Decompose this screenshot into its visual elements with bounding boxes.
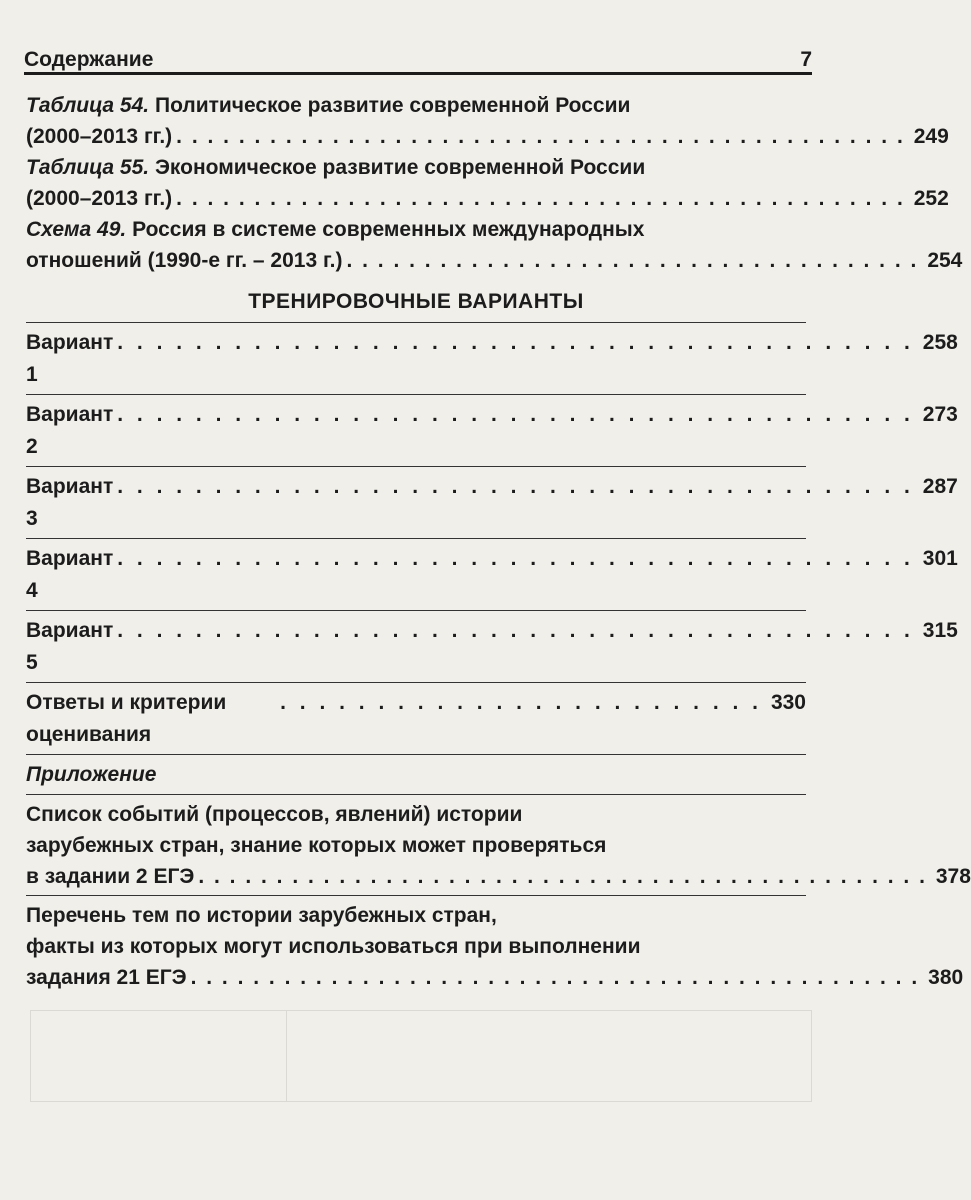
entry-title-cont: (2000–2013 гг.) <box>26 125 173 148</box>
entry-page: 252 <box>913 187 949 210</box>
toc-entry-variant-5[interactable]: Вариант 5 . . . . . . . . . . . . . . . . . . . . . . . . . . . . . . . . . . . . . . . . . 315 <box>26 615 806 679</box>
toc-entry-appendix-1[interactable]: Список событий (процессов, явлений) истории зарубежных стран, знание которых может проверяться в задании 2 ЕГЭ . . . . . . . . . . . . . . . . . . . . . . . . . . . . . . . . . . . . . . . . . . . . . . . 378 <box>26 799 806 892</box>
appendix-title: Приложение <box>26 763 157 786</box>
entry-title-cont: (2000–2013 гг.) <box>26 187 173 210</box>
divider <box>26 394 806 395</box>
toc-entry-variant-4[interactable]: Вариант 4 . . . . . . . . . . . . . . . . . . . . . . . . . . . . . . . . . . . . . . . . . 301 <box>26 543 806 607</box>
header-rule <box>24 72 812 75</box>
entry-title-cont: задания 21 ЕГЭ <box>26 966 187 989</box>
entry-title: Перечень тем по истории зарубежных стран, <box>26 904 497 927</box>
divider <box>26 538 806 539</box>
entry-page: 273 <box>922 403 958 426</box>
entry-page: 301 <box>922 547 958 570</box>
entry-label: Вариант 4 <box>26 547 114 602</box>
entry-page: 287 <box>922 475 958 498</box>
divider <box>26 322 806 323</box>
toc-entry-variant-3[interactable]: Вариант 3 . . . . . . . . . . . . . . . . . . . . . . . . . . . . . . . . . . . . . . . . . 287 <box>26 471 806 535</box>
entry-label: Ответы и критерии оценивания <box>26 691 227 746</box>
toc-entry-answers[interactable]: Ответы и критерии оценивания . . . . . . . . . . . . . . . . . . . . . . . . . 330 <box>26 687 806 751</box>
toc-entry-appendix-2[interactable]: Перечень тем по истории зарубежных стран, факты из которых могут использоваться при выполнении задания 21 ЕГЭ . . . . . . . . . . . . . . . . . . . . . . . . . . . . . . . . . . . . . . . . . . . . . . . 380 <box>26 900 806 993</box>
entry-label: Вариант 1 <box>26 331 114 386</box>
entry-page: 258 <box>922 331 958 354</box>
divider <box>26 754 806 755</box>
running-header <box>24 36 812 72</box>
toc-entry-variant-1[interactable]: Вариант 1 . . . . . . . . . . . . . . . . . . . . . . . . . . . . . . . . . . . . . . . . . 258 <box>26 327 806 391</box>
entry-page: 249 <box>913 125 949 148</box>
divider <box>26 895 806 896</box>
toc-entry-table-55[interactable]: Таблица 55. Экономическое развитие современной России (2000–2013 гг.) . . . . . . . . . . . . . . . . . . . . . . . . . . . . . . . . . . . . . . . . . . . . . . . 252 <box>26 152 806 214</box>
header-page-number: 7 <box>800 48 812 71</box>
divider <box>26 682 806 683</box>
entry-label: Таблица 54. <box>26 94 150 117</box>
entry-page: 254 <box>927 249 963 272</box>
entry-label: Таблица 55. <box>26 156 150 179</box>
entry-label: Вариант 3 <box>26 475 114 530</box>
entry-label: Вариант 5 <box>26 619 114 674</box>
entry-title: Экономическое развитие современной России <box>154 156 646 179</box>
table-of-contents <box>26 90 971 993</box>
entry-label: Вариант 2 <box>26 403 114 458</box>
entry-title: факты из которых могут использоваться при выполнении <box>26 935 641 958</box>
entry-page: 330 <box>770 691 806 714</box>
toc-entry-scheme-49[interactable]: Схема 49. Россия в системе современных международных отношений (1990-е гг. – 2013 г.) . . . . . . . . . . . . . . . . . . . . . . . . . . . . . . . . . . . . . 254 <box>26 214 806 276</box>
entry-title-cont: отношений (1990-е гг. – 2013 г.) <box>26 249 343 272</box>
entry-title: Политическое развитие современной России <box>154 94 631 117</box>
entry-label: Схема 49. <box>26 218 127 241</box>
entry-page: 380 <box>928 966 964 989</box>
bleed-through-table <box>30 1010 812 1102</box>
entry-page: 378 <box>935 865 971 888</box>
section-title: ТРЕНИРОВОЧНЫЕ ВАРИАНТЫ <box>248 290 584 313</box>
header-title: Содержание <box>24 48 154 71</box>
entry-title: Список событий (процессов, явлений) истории <box>26 803 523 826</box>
divider <box>26 794 806 795</box>
entry-title-cont: в задании 2 ЕГЭ <box>26 865 195 888</box>
entry-title: Россия в системе современных международных <box>132 218 645 241</box>
entry-page: 315 <box>922 619 958 642</box>
toc-entry-table-54[interactable]: Таблица 54. Политическое развитие современной России (2000–2013 гг.) . . . . . . . . . . . . . . . . . . . . . . . . . . . . . . . . . . . . . . . . . . . . . . . 249 <box>26 90 806 152</box>
divider <box>26 610 806 611</box>
toc-entry-variant-2[interactable]: Вариант 2 . . . . . . . . . . . . . . . . . . . . . . . . . . . . . . . . . . . . . . . . . 273 <box>26 399 806 463</box>
entry-title: зарубежных стран, знание которых может проверяться <box>26 834 607 857</box>
divider <box>26 466 806 467</box>
